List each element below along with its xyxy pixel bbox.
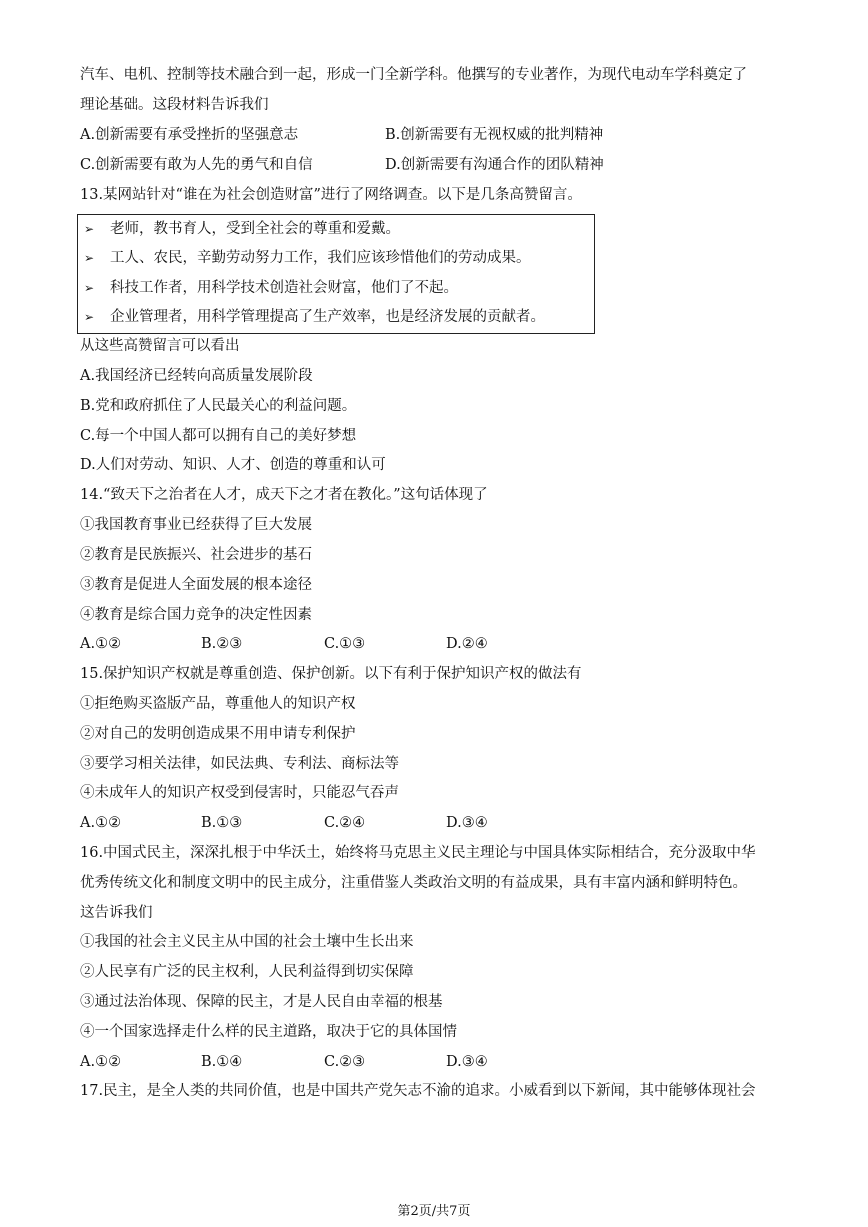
q15-option-d: D.③④ (446, 815, 488, 831)
q14-option-b: B.②③ (201, 636, 243, 652)
q16-stem-line3: 这告诉我们 (80, 905, 153, 921)
q14-option-a: A.①② (80, 636, 122, 652)
q14-stem: 14.“致天下之治者在人才，成天下之才者在教化。”这句话体现了 (80, 487, 488, 503)
q16-stem-line1: 16.中国式民主，深深扎根于中华沃土，始终将马克思主义民主理论与中国具体实际相结合，充分汲取中华 (80, 845, 756, 861)
q13-comment-1: ➢ 老师，教书育人，受到全社会的尊重和爱戴。 (84, 221, 400, 237)
q12-option-c: C.创新需要有敢为人先的勇气和自信 (80, 157, 313, 173)
q14-item-3: ③教育是促进人全面发展的根本途径 (80, 577, 312, 593)
q14-option-c: C.①③ (324, 636, 366, 652)
arrow-bullet-icon: ➢ (84, 310, 95, 324)
arrow-bullet-icon: ➢ (84, 222, 95, 236)
q13-comment-3: ➢ 科技工作者，用科学技术创造社会财富，他们了不起。 (84, 280, 458, 296)
q16-item-4: ④一个国家选择走什么样的民主道路，取决于它的具体国情 (80, 1024, 457, 1040)
q12-stem-line1: 汽车、电机、控制等技术融合到一起，形成一门全新学科。他撰写的专业著作，为现代电动车学科奠定了 (80, 67, 747, 83)
q15-item-3: ③要学习相关法律，如民法典、专利法、商标法等 (80, 756, 399, 772)
q15-option-b: B.①③ (201, 815, 243, 831)
page-number: 第2页/共7页 (397, 1204, 471, 1219)
q15-stem: 15.保护知识产权就是尊重创造、保护创新。以下有利于保护知识产权的做法有 (80, 666, 582, 682)
q13-option-c: C.每一个中国人都可以拥有自己的美好梦想 (80, 428, 357, 444)
q12-option-d: D.创新需要有沟通合作的团队精神 (385, 157, 604, 173)
q13-option-d: D.人们对劳动、知识、人才、创造的尊重和认可 (80, 457, 386, 473)
q14-item-1: ①我国教育事业已经获得了巨大发展 (80, 517, 312, 533)
q14-item-4: ④教育是综合国力竞争的决定性因素 (80, 607, 312, 623)
arrow-bullet-icon: ➢ (84, 281, 95, 295)
q15-item-4: ④未成年人的知识产权受到侵害时，只能忍气吞声 (80, 785, 399, 801)
q13-comment-box (77, 214, 595, 334)
q13-after: 从这些高赞留言可以看出 (80, 338, 240, 354)
arrow-bullet-icon: ➢ (84, 251, 95, 265)
q15-item-2: ②对自己的发明创造成果不用申请专利保护 (80, 726, 356, 742)
q12-option-a: A.创新需要有承受挫折的坚强意志 (80, 127, 299, 143)
q12-option-b: B.创新需要有无视权威的批判精神 (385, 127, 604, 143)
q16-item-3: ③通过法治体现、保障的民主，才是人民自由幸福的根基 (80, 994, 443, 1010)
q14-item-2: ②教育是民族振兴、社会进步的基石 (80, 547, 312, 563)
q13-option-a: A.我国经济已经转向高质量发展阶段 (80, 368, 313, 384)
q16-item-2: ②人民享有广泛的民主权利，人民利益得到切实保障 (80, 964, 414, 980)
q16-item-1: ①我国的社会主义民主从中国的社会土壤中生长出来 (80, 934, 414, 950)
q16-stem-line2: 优秀传统文化和制度文明中的民主成分，注重借鉴人类政治文明的有益成果，具有丰富内涵和鲜明特色。 (80, 875, 747, 891)
q14-option-d: D.②④ (446, 636, 488, 652)
q15-item-1: ①拒绝购买盗版产品，尊重他人的知识产权 (80, 696, 356, 712)
q16-option-b: B.①④ (201, 1054, 243, 1070)
q13-stem: 13.某网站针对“谁在为社会创造财富”进行了网络调查。以下是几条高赞留言。 (80, 187, 582, 203)
q16-option-c: C.②③ (324, 1054, 366, 1070)
q15-option-a: A.①② (80, 815, 122, 831)
q16-option-a: A.①② (80, 1054, 122, 1070)
q13-comment-4: ➢ 企业管理者，用科学管理提高了生产效率，也是经济发展的贡献者。 (84, 309, 545, 325)
q12-stem-line2: 理论基础。这段材料告诉我们 (80, 97, 269, 113)
q15-option-c: C.②④ (324, 815, 366, 831)
q13-comment-2: ➢ 工人、农民，辛勤劳动努力工作，我们应该珍惜他们的劳动成果。 (84, 250, 531, 266)
q13-option-b: B.党和政府抓住了人民最关心的利益问题。 (80, 398, 357, 414)
q16-option-d: D.③④ (446, 1054, 488, 1070)
q17-stem-line1: 17.民主，是全人类的共同价值，也是中国共产党矢志不渝的追求。小威看到以下新闻，其中能够体现社会 (80, 1083, 756, 1099)
